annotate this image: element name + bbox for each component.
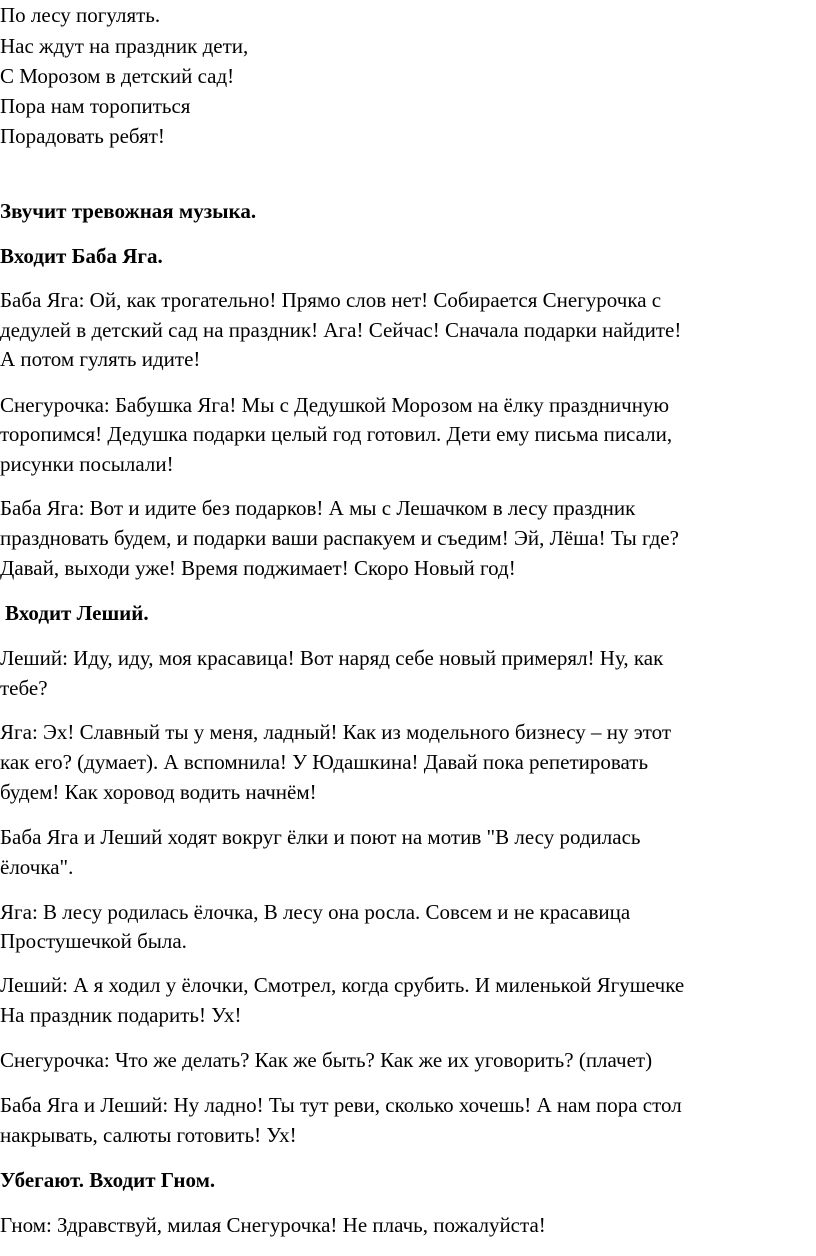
- dialogue-line: накрывать, салюты готовить! Ух!: [0, 1123, 297, 1147]
- dialogue-line: как его? (думает). А вспомнила! У Юдашкина! Давай пока репетировать: [0, 750, 649, 774]
- dialogue-line: А потом гулять идите!: [0, 347, 201, 371]
- dialogue-line: тебе?: [0, 676, 48, 700]
- dialogue-line: Снегурочка: Бабушка Яга! Мы с Дедушкой Морозом на ёлку праздничную: [0, 393, 670, 417]
- poem-line: Порадовать ребят!: [0, 124, 165, 148]
- dialogue-line: торопимся! Дедушка подарки целый год готовил. Дети ему письма писали,: [0, 422, 673, 446]
- dialogue-line: Леший: Иду, иду, моя красавица! Вот наряд себе новый примерял! Ну, как: [0, 646, 664, 670]
- dialogue-line: праздновать будем, и подарки ваши распакуем и съедим! Эй, Лёша! Ты где?: [0, 526, 679, 550]
- dialogue-line: Баба Яга и Леший: Ну ладно! Ты тут реви, сколько хочешь! А нам пора стол: [0, 1093, 682, 1117]
- dialogue-line: Яга: В лесу родилась ёлочка, В лесу она росла. Совсем и не красавица: [0, 900, 631, 924]
- stage-direction: Входит Баба Яга.: [0, 244, 163, 268]
- poem-line: Пора нам торопиться: [0, 94, 191, 118]
- dialogue-line: Давай, выходи уже! Время поджимает! Скоро Новый год!: [0, 556, 516, 580]
- dialogue-line: Баба Яга: Ой, как трогательно! Прямо слов нет! Собирается Снегурочка с: [0, 288, 662, 312]
- dialogue-line: Баба Яга и Леший ходят вокруг ёлки и поют на мотив "В лесу родилась: [0, 825, 641, 849]
- dialogue-line: Яга: Эх! Славный ты у меня, ладный! Как из модельного бизнесу – ну этот: [0, 720, 672, 744]
- poem-line: По лесу погулять.: [0, 3, 161, 27]
- dialogue-line: Снегурочка: Что же делать? Как же быть? Как же их уговорить? (плачет): [0, 1048, 653, 1072]
- dialogue-line: ёлочка".: [0, 855, 74, 879]
- dialogue-line: Гном: Здравствуй, милая Снегурочка! Не плачь, пожалуйста!: [0, 1213, 546, 1237]
- dialogue-line: рисунки посылали!: [0, 452, 174, 476]
- dialogue-line: Простушечкой была.: [0, 929, 187, 953]
- dialogue-line: Леший: А я ходил у ёлочки, Смотрел, когда срубить. И миленькой Ягушечке: [0, 973, 685, 997]
- stage-direction: Входит Леший.: [5, 601, 149, 625]
- dialogue-line: будем! Как хоровод водить начнём!: [0, 780, 317, 804]
- dialogue-line: Баба Яга: Вот и идите без подарков! А мы с Лешачком в лесу праздник: [0, 496, 636, 520]
- stage-direction: Убегают. Входит Гном.: [0, 1168, 216, 1192]
- dialogue-line: дедулей в детский сад на праздник! Ага! Сейчас! Сначала подарки найдите!: [0, 318, 682, 342]
- stage-direction: Звучит тревожная музыка.: [0, 199, 257, 223]
- dialogue-line: На праздник подарить! Ух!: [0, 1003, 242, 1027]
- poem-line: Нас ждут на праздник дети,: [0, 34, 249, 58]
- poem-line: С Морозом в детский сад!: [0, 64, 235, 88]
